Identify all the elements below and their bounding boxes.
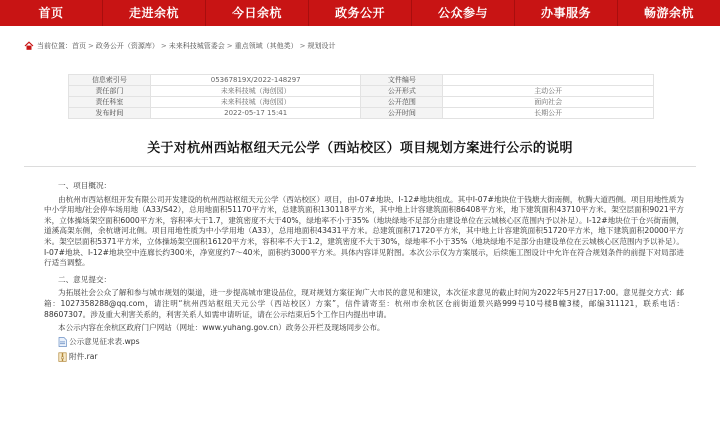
main-nav [0, 0, 720, 26]
home-icon [24, 41, 34, 51]
attachment-item[interactable] [58, 336, 684, 349]
doc-number-label: 文件编号 [361, 75, 443, 86]
article-body [44, 181, 684, 364]
section-body-overview: 由杭州市西站枢纽开发有限公司开发建设的杭州西站枢纽天元公学（西站校区）项目，由I-07#地块、I-12#地块组成。其中I-07#地块位于钱塘大街南侧，杭腾大道西侧。项目用地性质为中小学用地/社会停车场用地（A33/S42），总用地面积51170平方米，总建筑面积130118平方米，其中地上计容建筑面积86408平方米，地下建筑面积43710平方米。架空层面积9021平方米，立体操场架空面积6000平方米，容积率大于1.7，建筑密度不大于40%，绿地率不小于35%（地块绿地不足部分由建设单位在云城核心区范围内予以补足）。I-12#地块位于仓兴街南侧，道溪高架东侧，余杭塘河北侧。项目用地性质为中小学用地（A33），总用地面积43431平方米。总建筑面积71720平方米，其中地上计容建筑面积51720平方米，地下建筑面积20000平方米。架空层面积5371平方米，立体操场架空面积16120平方米，容积率不大于1.2，建筑密度不大于30%，绿地率不小于35%（地块绿地不足部分由建设单位在云城核心区范围内予以补足）。I-07#地块、I-12#地块空中连廊长约300米，净宽度约7～40米，面积约3000平方米。具体内容详见附图。本次公示仅为方案展示，后续施工图设计中允许在符合规划条件的前提下对局部进行适当调整。 [44, 194, 684, 268]
article-title: 关于对杭州西站枢纽天元公学（西站校区）项目规划方案进行公示的说明 [147, 141, 573, 156]
publish-time-label: 公开时间 [361, 108, 443, 119]
publish-time-value: 长期公开 [443, 108, 654, 119]
office-value: 未来科技城（海创园） [150, 97, 361, 108]
release-time-value: 2022-05-17 15:41 [150, 108, 361, 119]
archive-file-icon [58, 352, 67, 362]
department-label: 责任部门 [69, 86, 151, 97]
publication-note: 本公示内容在余杭区政府门户网站（网址：www.yuhang.gov.cn）政务公开栏及现场同步公布。 [58, 323, 385, 333]
table-row [69, 86, 654, 97]
nav-today-yuhang[interactable]: 今日余杭 [231, 6, 282, 20]
attachment-link[interactable]: 公示意见征求表.wps [69, 336, 140, 346]
breadcrumb-separator: > [299, 42, 306, 50]
nav-enter-yuhang[interactable]: 走进余杭 [128, 6, 179, 20]
breadcrumb-committee[interactable]: 未来科技城管委会 [168, 42, 225, 50]
scope-label: 公开范围 [361, 97, 443, 108]
breadcrumb-home[interactable]: 首页 [72, 42, 86, 50]
nav-tour-yuhang[interactable]: 畅游余杭 [643, 6, 694, 20]
release-time-label: 发布时间 [69, 108, 151, 119]
breadcrumb-key-areas[interactable]: 重点领域（其他类） [234, 42, 298, 50]
info-table [68, 74, 654, 119]
attachment-link[interactable]: 附件.rar [69, 351, 98, 361]
breadcrumb-separator: > [226, 42, 233, 50]
office-label: 责任科室 [69, 97, 151, 108]
breadcrumb-gov-resource[interactable]: 政务公开（资源库） [95, 42, 159, 50]
publish-form-label: 公开形式 [361, 86, 443, 97]
wps-file-icon [58, 337, 67, 347]
department-value: 未来科技城（海创园） [150, 86, 361, 97]
table-row [69, 97, 654, 108]
scope-value: 面向社会 [443, 97, 654, 108]
publish-form-value: 主动公开 [443, 86, 654, 97]
section-heading-overview: 一、项目概况： [58, 181, 112, 190]
breadcrumb-planning[interactable]: 规划设计 [307, 42, 336, 50]
breadcrumb-separator: > [88, 42, 94, 50]
nav-gov-affairs[interactable]: 政务公开 [334, 6, 385, 20]
index-value: 05367819X/2022-148297 [150, 75, 361, 86]
breadcrumb-separator: > [160, 42, 167, 50]
table-row [69, 75, 654, 86]
breadcrumb-prefix: 当前位置： [37, 42, 72, 50]
section-body-feedback: 为拓展社会公众了解和参与城市规划的渠道，进一步提高城市建设品位，现对规划方案征询广大市民的意见和建议，本次征求意见的截止时间为2022年5月27日17:00。意见提交方式：邮箱：1027358288@qq.com，请注明“杭州西站枢纽天元公学（西站校区）方案”，信件请寄至：杭州市余杭区仓前街道景兴路999号10号楼B幢3楼，邮编311121，联系电话：88607307。涉及重大利害关系的，利害关系人如需申请听证，请在公示结束后5个工作日内提出申请。 [44, 288, 684, 319]
doc-number-value [443, 75, 654, 86]
attachment-item[interactable] [58, 351, 684, 364]
nav-public-participation[interactable]: 公众参与 [437, 6, 488, 20]
section-heading-feedback: 二、意见提交： [58, 274, 112, 284]
title-divider [24, 166, 696, 167]
table-row [69, 108, 654, 119]
nav-home[interactable]: 首页 [38, 6, 64, 20]
nav-services[interactable]: 办事服务 [540, 6, 591, 20]
index-label: 信息索引号 [69, 75, 151, 86]
breadcrumb [24, 40, 336, 52]
